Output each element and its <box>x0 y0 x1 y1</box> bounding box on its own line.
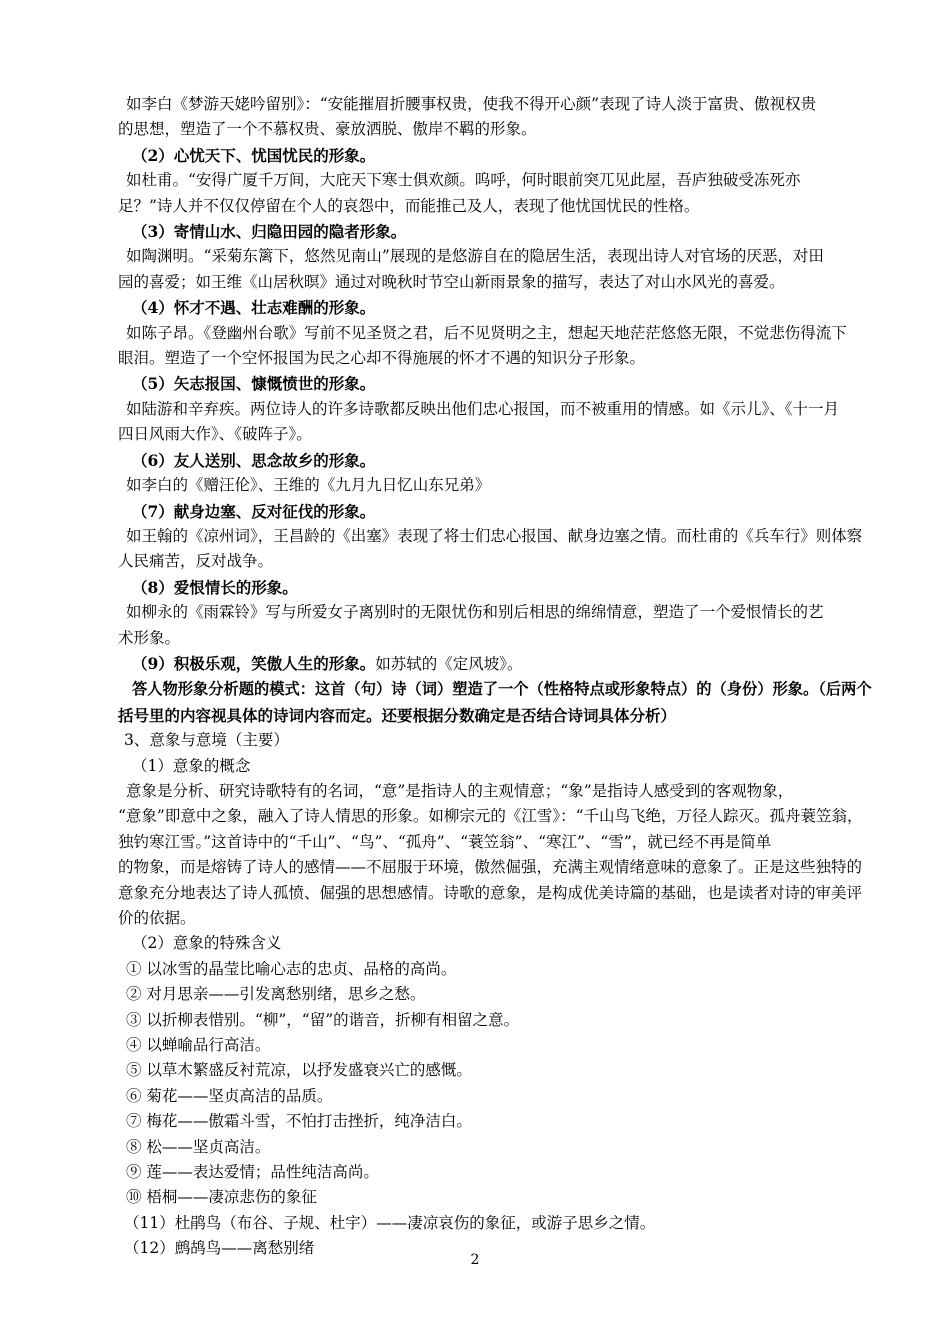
paragraph-line: 术形象。 <box>118 628 181 647</box>
list-item: ⑤ 以草木繁盛反衬荒凉，以抒发盛衰兴亡的感慨。 <box>126 1061 472 1080</box>
paragraph-line: 如李白《梦游天姥吟留别》：“安能摧眉折腰事权贵，使我不得开心颜”表现了诗人淡于富贵、傲视权贵 <box>126 95 817 113</box>
list-item: ⑥ 菊花——坚贞高洁的品质。 <box>126 1086 333 1105</box>
subsection-title: （1）意象的概念 <box>132 756 251 775</box>
paragraph-line: 价的依据。 <box>118 909 196 927</box>
section-heading: （8）爱恨情长的形象。 <box>132 577 298 597</box>
section-heading: （5）矢志报国、慷慨愤世的形象。 <box>132 374 376 394</box>
paragraph-line: 足？”诗人并不仅仅停留在个人的哀怨中，而能推己及人，表现了他忧国忧民的性格。 <box>118 196 700 215</box>
list-item: ⑦ 梅花——傲霜斗雪，不怕打击挫折，纯净洁白。 <box>126 1112 472 1131</box>
paragraph-line: 四日风雨大作》、《破阵子》。 <box>118 425 312 444</box>
paragraph-line: 如陶渊明。“采菊东篱下，悠然见南山”展现的是悠游自在的隐居生活，表现出诗人对官场的厌恶，对田 <box>126 247 824 266</box>
paragraph-line: 如陈子昂。《登幽州台歌》写前不见圣贤之君，后不见贤明之主，想起天地茫茫悠悠无限，不觉悲伤得流下 <box>126 323 847 342</box>
paragraph-line: 眼泪。塑造了一个空怀报国为民之心却不得施展的怀才不遇的知识分子形象。 <box>118 349 646 368</box>
answer-template: 括号里的内容视具体的诗词内容而定。还要根据分数确定是否结合诗词具体分析） <box>118 705 677 725</box>
section-heading: （2）心忧天下、忧国忧民的形象。 <box>132 145 376 165</box>
section-heading: （4）怀才不遇、壮志难酬的形象。 <box>132 298 376 318</box>
list-item: （11）杜鹃鸟（布谷、子规、杜宇）——凄凉哀伤的象征，或游子思乡之情。 <box>124 1213 656 1232</box>
list-item: ① 以冰雪的晶莹比喻心志的忠贞、品格的高尚。 <box>126 959 457 978</box>
paragraph-line: 如李白的《赠汪伦》、王维的《九月九日忆山东兄弟》 <box>126 476 491 495</box>
section-heading: （9）积极乐观，笑傲人生的形象。 <box>132 653 376 673</box>
paragraph-text: 如苏轼的《定风坡》。 <box>375 654 523 673</box>
list-item: ④ 以蝉喻品行高洁。 <box>126 1036 271 1055</box>
list-item: ③ 以折柳表惜别。“柳”，“留”的谐音，折柳有相留之意。 <box>126 1010 520 1029</box>
paragraph-line: 人民痛苦，反对战争。 <box>118 552 274 571</box>
list-item: ⑨ 莲——表达爱情；品性纯洁高尚。 <box>126 1163 379 1182</box>
paragraph-line: 如陆游和辛弃疾。两位诗人的许多诗歌都反映出他们忠心报国，而不被重用的情感。如《示儿》、《十一月 <box>126 399 840 418</box>
paragraph-line: “意象”即意中之象，融入了诗人情思的形象。如柳宗元的《江雪》：“千山鸟飞绝，万径人踪灭。孤舟蓑笠翁， <box>118 807 863 826</box>
paragraph-line: 的思想，塑造了一个不慕权贵、豪放洒脱、傲岸不羁的形象。 <box>118 120 537 139</box>
paragraph-line: 意象是分析、研究诗歌特有的名词，“意”是指诗人的主观情意；“象”是指诗人感受到的客观物象， <box>126 781 794 800</box>
paragraph-line: 的物象，而是熔铸了诗人的感情——不屈服于环境，傲然倔强，充满主观情绪意味的意象了。正是这些独特的 <box>118 858 863 877</box>
section-heading-with-example <box>118 651 876 677</box>
list-item: ② 对月思亲——引发离愁别绪，思乡之愁。 <box>126 985 426 1004</box>
paragraph-line: 如杜甫。“安得广厦千万间，大庇天下寒士俱欢颜。呜呼，何时眼前突兀见此屋，吾庐独破受冻死亦 <box>126 171 801 190</box>
paragraph-line: 如王翰的《凉州词》，王昌龄的《出塞》表现了将士们忠心报国、献身边塞之情。而杜甫的《兵车行》则体察 <box>126 526 863 545</box>
answer-template: 答人物形象分析题的模式：这首（句）诗（词）塑造了一个（性格特点或形象特点）的（身份）形象。（后两个 <box>132 680 872 699</box>
document-body <box>118 92 876 1262</box>
section-title: 3、意象与意境（主要） <box>124 731 289 750</box>
page-number: 2 <box>470 1252 480 1268</box>
paragraph-line: 独钓寒江雪。”这首诗中的“千山”、“鸟”、“孤舟”、“蓑笠翁”、“寒江”、“雪”，就已经不再是简单 <box>118 832 772 851</box>
section-heading: （3）寄情山水、归隐田园的隐者形象。 <box>132 222 407 242</box>
list-item: （12）鹧鸪鸟——离愁别绪 <box>124 1239 315 1258</box>
paragraph-line: 意象充分地表达了诗人孤愤、倔强的思想感情。诗歌的意象，是构成优美诗篇的基础，也是读者对诗的审美评 <box>118 883 863 902</box>
subsection-title: （2）意象的特殊含义 <box>132 934 282 953</box>
paragraph-line: 园的喜爱；如王维《山居秋暝》通过对晚秋时节空山新雨景象的描写，表达了对山水风光的喜爱。 <box>118 272 785 291</box>
section-heading: （6）友人送别、思念故乡的形象。 <box>132 450 376 470</box>
list-item: ⑧ 松——坚贞高洁。 <box>126 1137 271 1156</box>
paragraph-line: 如柳永的《雨霖铃》写与所爱女子离别时的无限忧伤和别后相思的绵绵情意，塑造了一个爱恨情长的艺 <box>126 603 824 622</box>
list-item: ⑩ 梧桐——凄凉悲伤的象征 <box>126 1188 317 1207</box>
section-heading: （7）献身边塞、反对征伐的形象。 <box>132 501 376 521</box>
